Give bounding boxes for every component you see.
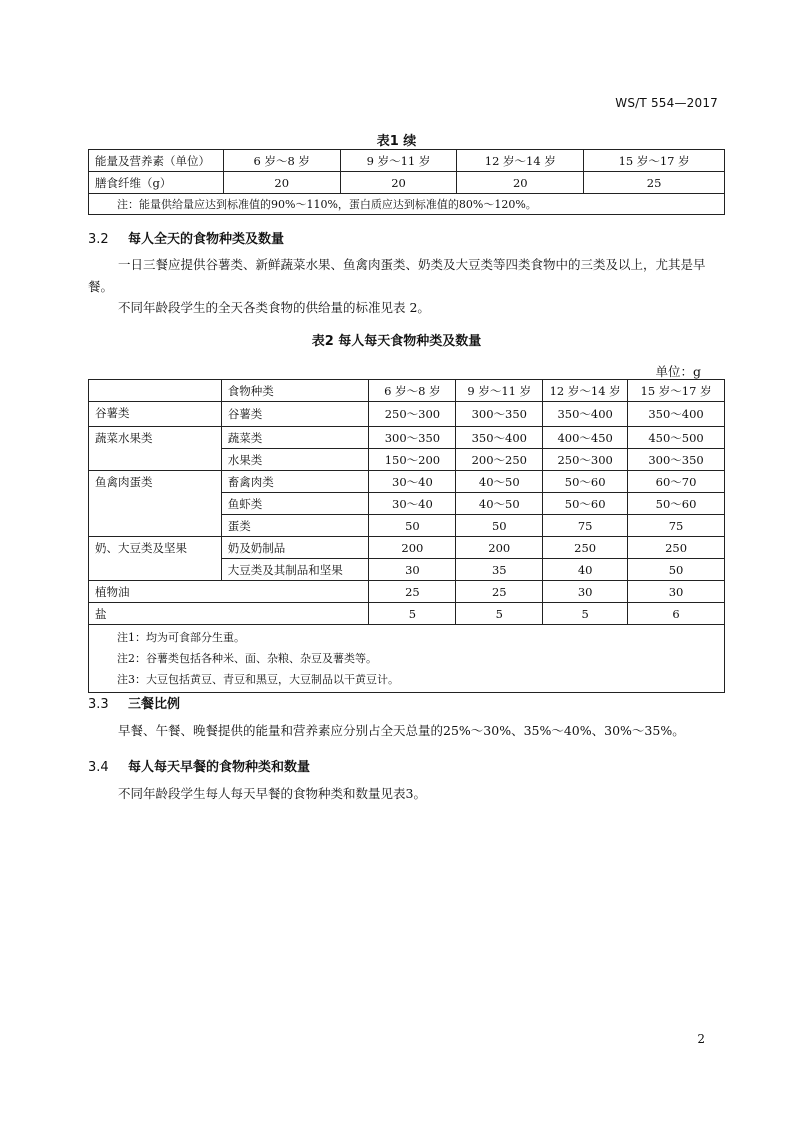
table-header-cell: 9 岁～11 岁 [340, 150, 457, 172]
table-cell: 大豆类及其制品和坚果 [221, 559, 369, 581]
table-cell: 25 [369, 581, 456, 603]
table-cell: 5 [456, 603, 543, 625]
paragraph: 早餐、午餐、晚餐提供的能量和营养素应分别占全天总量的25%～30%、35%～40%、30%～35%。 [118, 723, 685, 738]
table-cell: 350～400 [456, 427, 543, 449]
table-cell: 水果类 [221, 449, 369, 471]
table-note: 注2：谷薯类包括各种米、面、杂粮、杂豆及薯类等。 [117, 652, 377, 665]
section-number: 3.4 [88, 760, 109, 775]
category-cell: 奶、大豆类及坚果 [89, 537, 222, 581]
table-cell: 奶及奶制品 [221, 537, 369, 559]
table-cell: 30 [543, 581, 628, 603]
table-cell: 75 [628, 515, 725, 537]
table-header-cell: 食物种类 [221, 380, 369, 402]
table-cell: 200 [456, 537, 543, 559]
table-cell: 75 [543, 515, 628, 537]
section-number: 3.3 [88, 697, 109, 712]
category-cell: 蔬菜水果类 [89, 427, 222, 471]
paragraph: 一日三餐应提供谷薯类、新鲜蔬菜水果、鱼禽肉蛋类、奶类及大豆类等四类食物中的三类及以上，尤其是早餐。 [88, 257, 706, 294]
table-cell: 60～70 [628, 471, 725, 493]
table-cell: 400～450 [543, 427, 628, 449]
table-cell: 40 [543, 559, 628, 581]
table2-notes-row [89, 625, 725, 693]
table-cell: 50～60 [628, 493, 725, 515]
table-cell: 20 [340, 172, 457, 194]
table-row [89, 471, 725, 493]
paragraph: 不同年龄段学生每人每天早餐的食物种类和数量见表3。 [118, 786, 426, 801]
table-header-cell: 12 岁～14 岁 [457, 150, 584, 172]
table-cell: 300～350 [369, 427, 456, 449]
table-row [89, 172, 725, 194]
document-code: WS/T 554—2017 [615, 96, 718, 110]
table1-note-row [89, 194, 725, 215]
table-note: 注3：大豆包括黄豆、青豆和黑豆，大豆制品以干黄豆计。 [117, 673, 399, 686]
table-cell: 25 [584, 172, 725, 194]
table-row [89, 402, 725, 427]
table-cell: 350～400 [628, 402, 725, 427]
table-cell: 300～350 [456, 402, 543, 427]
section-title: 每人每天早餐的食物种类和数量 [128, 760, 311, 775]
category-cell: 植物油 [89, 581, 369, 603]
table-cell: 蔬菜类 [221, 427, 369, 449]
table-cell: 鱼虾类 [221, 493, 369, 515]
table-cell: 30～40 [369, 493, 456, 515]
table-cell: 6 [628, 603, 725, 625]
table-cell: 50～60 [543, 493, 628, 515]
table-cell: 250 [628, 537, 725, 559]
table-cell: 50 [628, 559, 725, 581]
paragraph: 不同年龄段学生的全天各类食物的供给量的标准见表 2。 [118, 300, 430, 315]
table-cell: 50 [369, 515, 456, 537]
section-3-3-heading [88, 693, 180, 712]
table-cell: 30～40 [369, 471, 456, 493]
table-cell: 膳食纤维（g） [89, 172, 224, 194]
table-cell: 50 [456, 515, 543, 537]
table2-caption: 表2 每人每天食物种类及数量 [311, 334, 482, 349]
section-3-4-heading [88, 756, 310, 775]
table1-caption: 表1 续 [376, 134, 417, 149]
table-cell: 150～200 [369, 449, 456, 471]
table-cell: 20 [457, 172, 584, 194]
table-cell: 40～50 [456, 471, 543, 493]
category-cell: 鱼禽肉蛋类 [89, 471, 222, 537]
table-cell: 5 [369, 603, 456, 625]
table2 [88, 379, 725, 693]
table-cell: 300～350 [628, 449, 725, 471]
table-row [89, 427, 725, 449]
table1 [88, 149, 725, 215]
table-header-cell: 6 岁～8 岁 [223, 150, 340, 172]
table-header-cell: 15 岁～17 岁 [628, 380, 725, 402]
table-cell: 350～400 [543, 402, 628, 427]
table-cell: 35 [456, 559, 543, 581]
section-3-2-heading [88, 228, 284, 247]
table-note: 注1：均为可食部分生重。 [117, 631, 245, 644]
section-number: 3.2 [88, 232, 109, 247]
table-cell: 450～500 [628, 427, 725, 449]
category-cell: 盐 [89, 603, 369, 625]
table-cell: 蛋类 [221, 515, 369, 537]
table-cell: 50～60 [543, 471, 628, 493]
table-cell: 200 [369, 537, 456, 559]
table-cell: 250 [543, 537, 628, 559]
table-row [89, 537, 725, 559]
table-cell: 5 [543, 603, 628, 625]
table-cell: 250～300 [369, 402, 456, 427]
table-header-cell [89, 380, 222, 402]
table1-header-row [89, 150, 725, 172]
table-note: 注：能量供给量应达到标准值的90%～110%，蛋白质应达到标准值的80%～120%。 [89, 194, 725, 215]
table-row [89, 581, 725, 603]
table-notes [89, 625, 725, 693]
table-header-cell: 15 岁～17 岁 [584, 150, 725, 172]
category-cell: 谷薯类 [89, 402, 222, 427]
table2-header-row [89, 380, 725, 402]
table-header-cell: 12 岁～14 岁 [543, 380, 628, 402]
table-cell: 40～50 [456, 493, 543, 515]
section-title: 三餐比例 [128, 697, 181, 712]
page-number: 2 [697, 1032, 705, 1046]
table-cell: 谷薯类 [221, 402, 369, 427]
table-cell: 20 [223, 172, 340, 194]
table-header-cell: 9 岁～11 岁 [456, 380, 543, 402]
table-header-cell: 6 岁～8 岁 [369, 380, 456, 402]
table-cell: 25 [456, 581, 543, 603]
table-header-cell: 能量及营养素（单位） [89, 150, 224, 172]
table-cell: 畜禽肉类 [221, 471, 369, 493]
table2-unit: 单位：g [655, 364, 701, 379]
table-row [89, 603, 725, 625]
table-cell: 30 [628, 581, 725, 603]
table-cell: 200～250 [456, 449, 543, 471]
table-cell: 30 [369, 559, 456, 581]
section-title: 每人全天的食物种类及数量 [128, 232, 285, 247]
table-cell: 250～300 [543, 449, 628, 471]
